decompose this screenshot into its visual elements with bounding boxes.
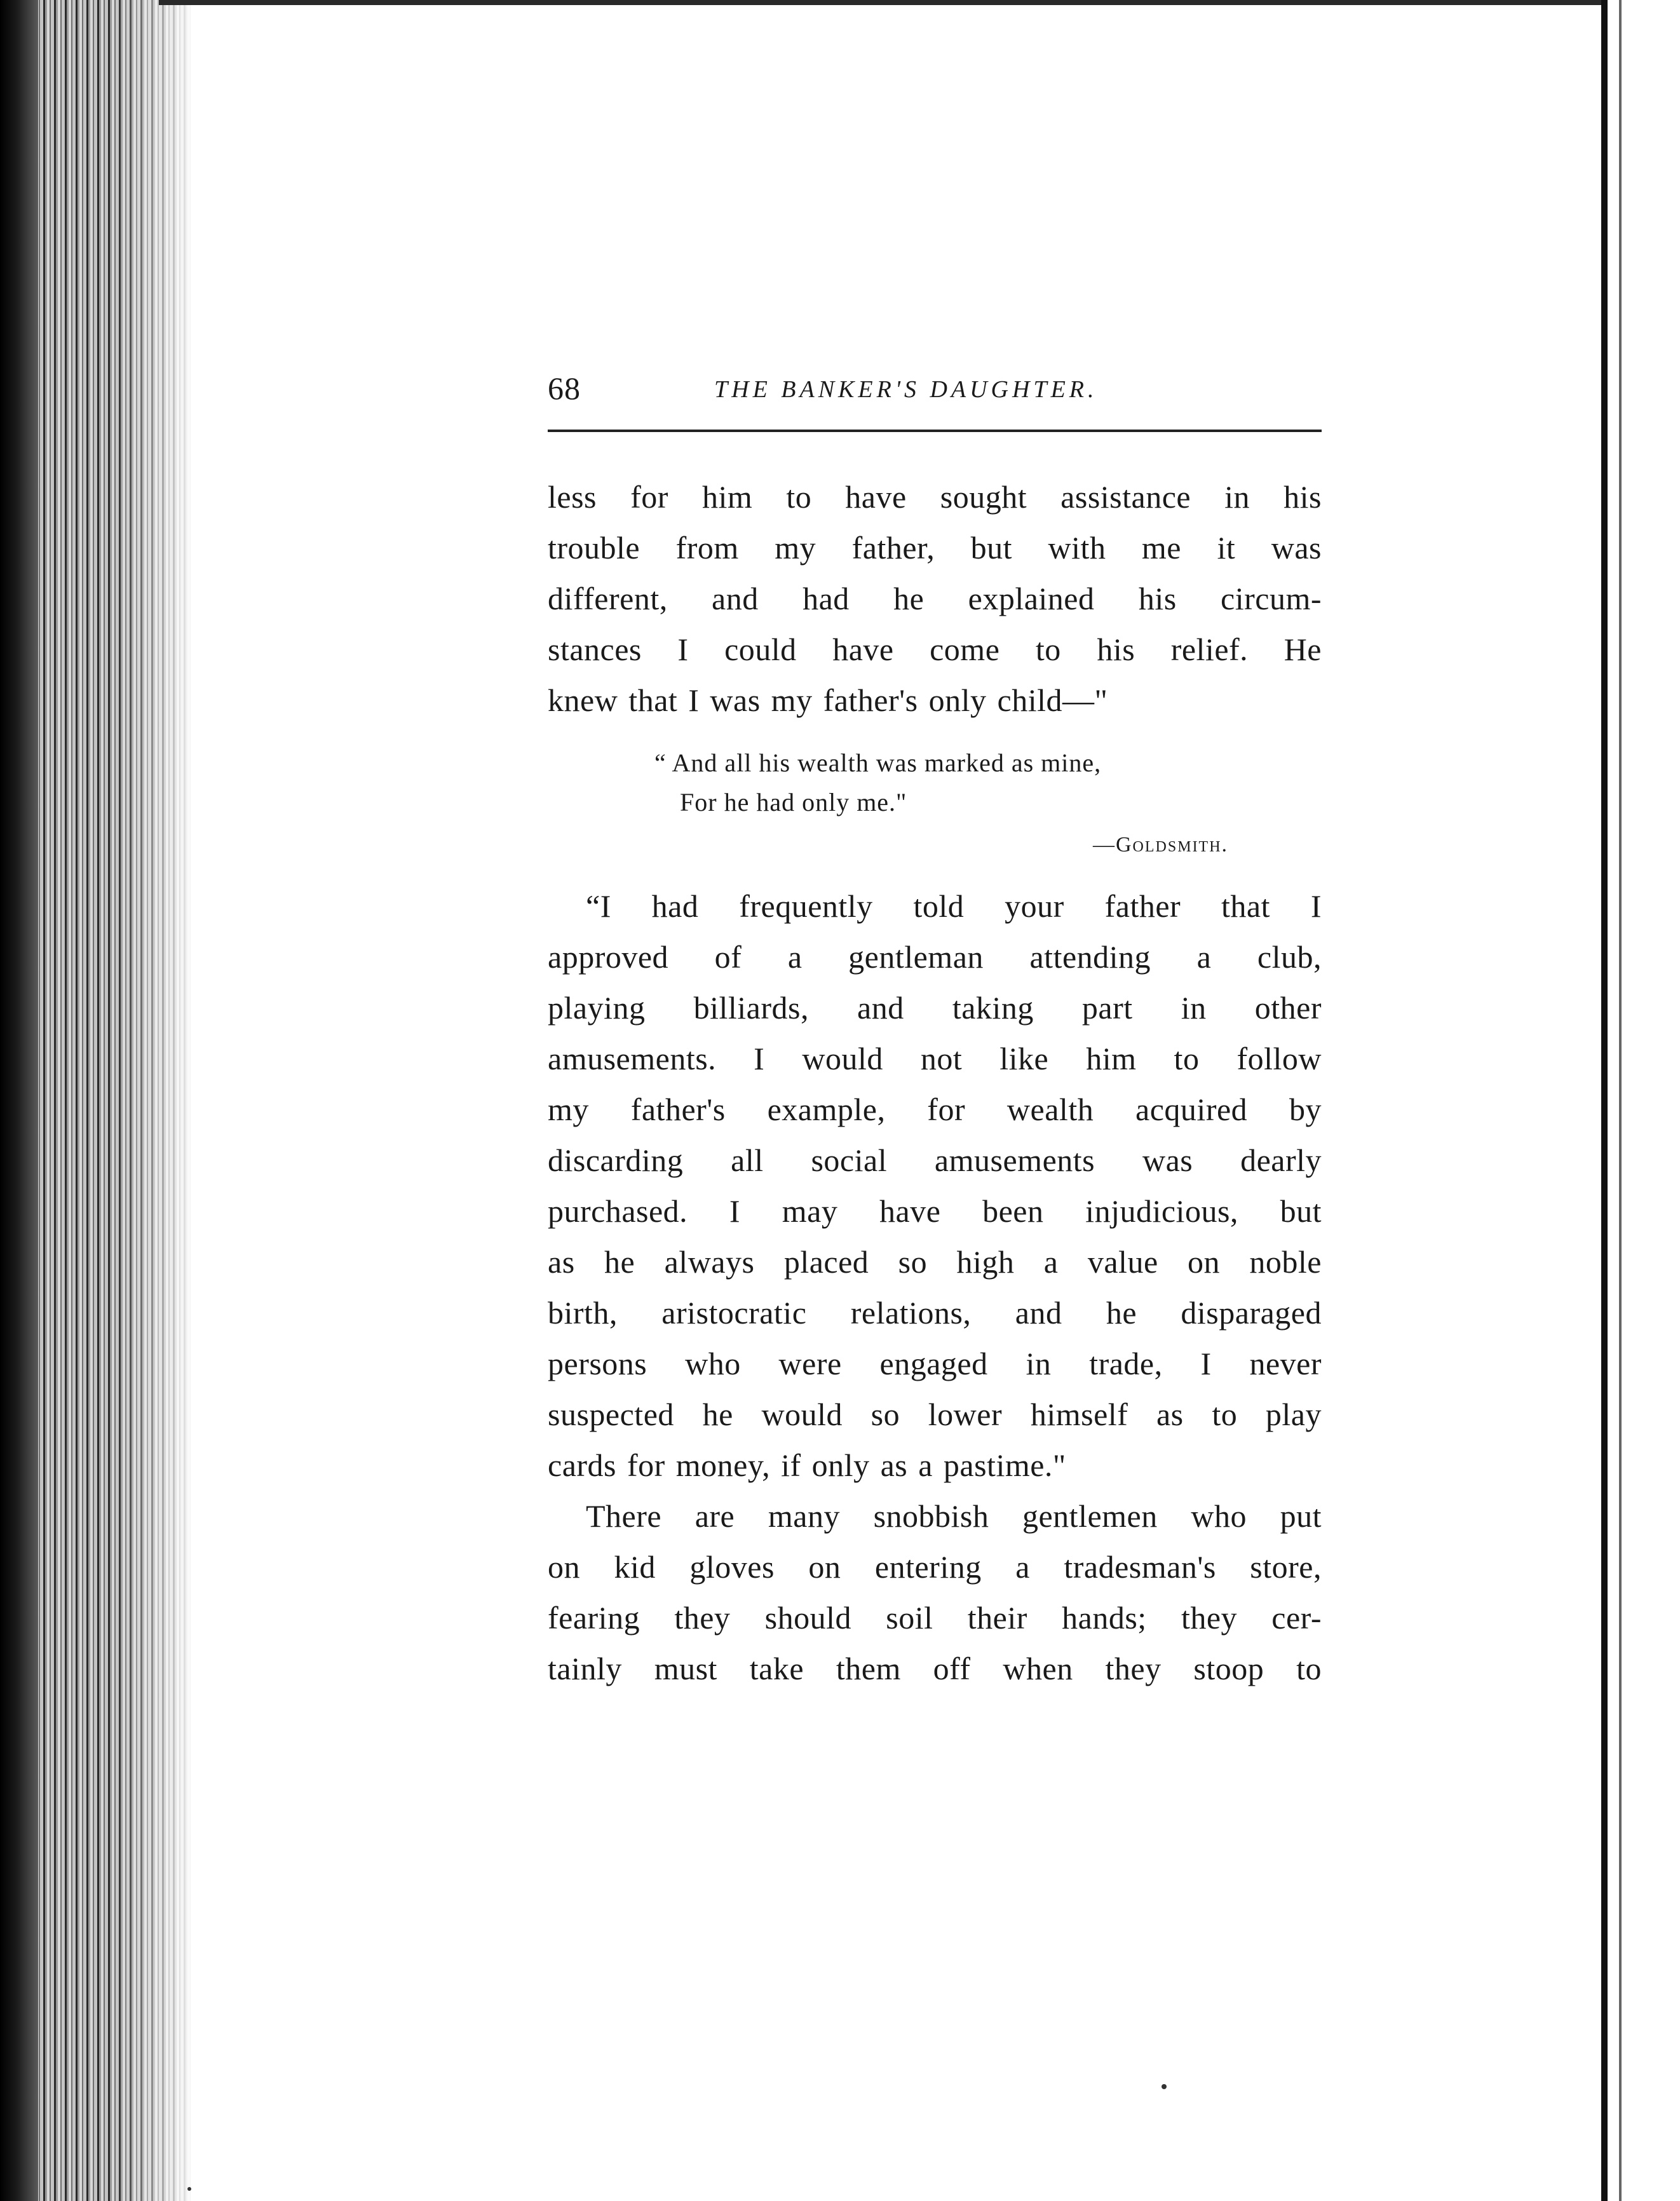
text-line: amusements. I would not like him to follow — [548, 1041, 1322, 1076]
scan-right-edge — [1601, 0, 1608, 2201]
page-header — [548, 369, 1322, 408]
text-line: as he always placed so high a value on noble — [548, 1244, 1322, 1280]
scan-top-edge — [159, 0, 1608, 5]
verse-quotation — [654, 743, 1277, 822]
scan-right-margin — [1601, 0, 1680, 2201]
text-line: There are many snobbish gentlemen who put — [586, 1498, 1322, 1534]
text-line: less for him to have sought assistance in his — [548, 479, 1322, 515]
text-line: discarding all social amusements was dearly — [548, 1142, 1322, 1178]
quotation-line: For he had only me." — [680, 788, 907, 816]
scan-right-edge-inner — [1619, 0, 1622, 2201]
text-line: knew that I was my father's only child—" — [548, 682, 1108, 718]
book-edge-fade — [114, 0, 197, 2201]
text-line: playing billiards, and taking part in other — [548, 990, 1322, 1026]
text-line: “I had frequently told your father that I — [586, 888, 1322, 924]
text-line: my father's example, for wealth acquired by — [548, 1092, 1322, 1127]
text-line: cards for money, if only as a pastime." — [548, 1447, 1066, 1483]
page-number: 68 — [548, 370, 581, 406]
quotation-line: “ And all his wealth was marked as mine, — [654, 748, 1102, 777]
text-line: different, and had he explained his circum- — [548, 581, 1322, 616]
text-line: persons who were engaged in trade, I never — [548, 1346, 1322, 1381]
paragraph-speech — [548, 881, 1322, 1491]
text-line: suspected he would so lower himself as to play — [548, 1397, 1322, 1432]
header-rule — [548, 430, 1322, 432]
text-line: purchased. I may have been injudicious, but — [548, 1193, 1322, 1229]
text-line: on kid gloves on entering a tradesman's store, — [548, 1549, 1322, 1585]
paragraph-continuation — [548, 471, 1322, 726]
paragraph-narration — [548, 1491, 1322, 1694]
scan-speck — [1162, 2084, 1167, 2089]
text-line: fearing they should soil their hands; they cer- — [548, 1600, 1322, 1636]
quotation-attribution: —Goldsmith. — [1093, 833, 1229, 857]
text-line: stances I could have come to his relief. He — [548, 632, 1322, 667]
text-line: birth, aristocratic relations, and he disparaged — [548, 1295, 1322, 1331]
book-binding-shadow — [0, 0, 38, 2201]
text-line: tainly must take them off when they stoop to — [548, 1651, 1322, 1686]
text-line: approved of a gentleman attending a club, — [548, 939, 1322, 975]
running-head: THE BANKER'S DAUGHTER. — [714, 376, 1098, 403]
text-line: trouble from my father, but with me it was — [548, 530, 1322, 565]
scan-speck — [187, 2187, 191, 2191]
